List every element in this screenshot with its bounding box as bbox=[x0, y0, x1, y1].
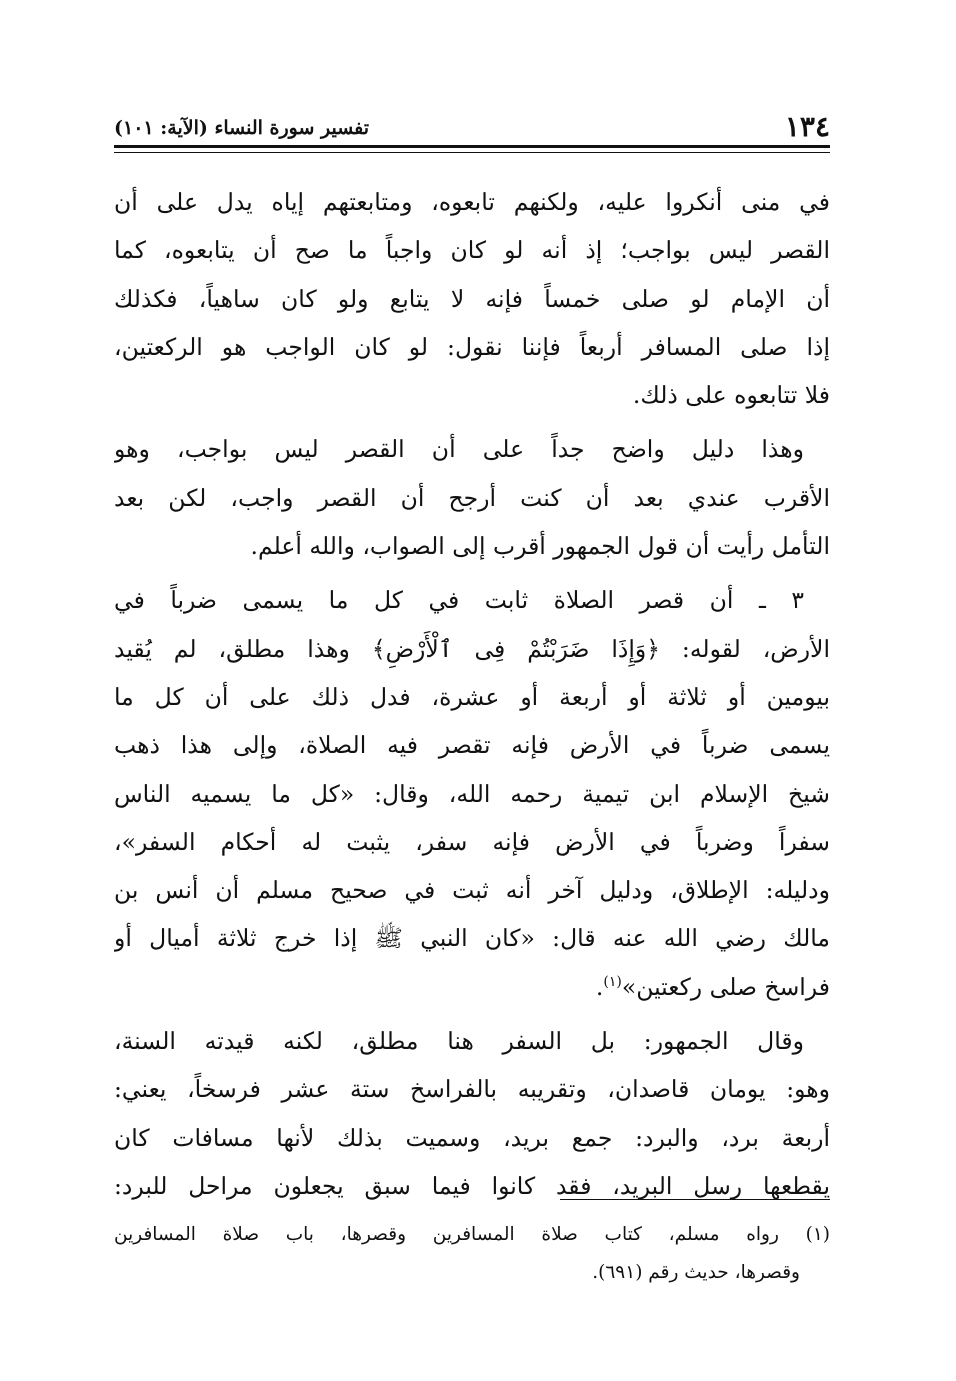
text-line: القصر ليس بواجب؛ إذ أنه لو كان واجباً ما صح أن يتابعوه، كما bbox=[114, 236, 830, 265]
text-line-with-quran bbox=[114, 625, 830, 673]
text-segment: وهذا مطلق، لم يُقيد bbox=[114, 634, 372, 663]
body-text bbox=[114, 178, 830, 1216]
text-line: في منى أنكروا عليه، ولكنهم تابعوه، ومتابعتهم إياه يدل على أن bbox=[114, 188, 830, 216]
footnote-line: وقصرها، حديث رقم (٦٩١). bbox=[592, 1262, 800, 1283]
header-rule-thin bbox=[114, 152, 830, 153]
running-title: تفسير سورة النساء (الآية: ١٠١) bbox=[114, 117, 370, 139]
text-line: ٣ ـ أن قصر الصلاة ثابت في كل ما يسمى ضرباً في bbox=[114, 586, 805, 615]
text-line: مالك رضي الله عنه قال: «كان النبي ﷺ إذا خرج ثلاثة أميال أو bbox=[114, 924, 830, 953]
text-line: فلا تتابعوه على ذلك. bbox=[632, 381, 830, 410]
text-segment: فراسخ صلى ركعتين» bbox=[621, 972, 830, 1001]
text-line: وقال الجمهور: بل السفر هنا مطلق، لكنه قيدته السنة، bbox=[114, 1027, 804, 1056]
text-line bbox=[114, 963, 830, 1011]
page-header bbox=[114, 112, 830, 142]
footnote-separator bbox=[560, 1199, 830, 1200]
paragraph-4 bbox=[114, 1017, 830, 1210]
text-line: بيومين أو ثلاثة أو أربعة أو عشرة، فدل ذلك على أن كل ما bbox=[114, 682, 830, 711]
text-line: وهذا دليل واضح جداً على أن القصر ليس بواجب، وهو bbox=[114, 435, 804, 464]
header-rule-thick bbox=[114, 145, 830, 148]
text-line: التأمل رأيت أن قول الجمهور أقرب إلى الصواب، والله أعلم. bbox=[250, 532, 830, 561]
footnotes bbox=[114, 1216, 830, 1292]
paragraph-3 bbox=[114, 576, 830, 1011]
text-line: وهو: يومان قاصدان، وتقريبه بالفراسخ ستة عشر فرسخاً، يعني: bbox=[114, 1075, 830, 1104]
quran-verse: ﴿وَإِذَا ضَرَبْتُمْ فِى ٱلْأَرْضِ﴾ bbox=[371, 634, 660, 663]
text-segment: الأرض، لقوله: bbox=[659, 634, 830, 663]
text-line: إذا صلى المسافر أربعاً فإننا نقول: لو كان الواجب هو الركعتين، bbox=[114, 332, 830, 361]
paragraph-2 bbox=[114, 425, 830, 570]
paragraph-1 bbox=[114, 178, 830, 419]
text-line: يسمى ضرباً في الأرض فإنه تقصر فيه الصلاة، وإلى هذا ذهب bbox=[114, 731, 830, 760]
text-line: يقطعها رسل البريد، فقد كانوا فيما سبق يجعلون مراحل للبرد: bbox=[114, 1171, 830, 1200]
footnote-reference[interactable]: (١) bbox=[603, 973, 622, 990]
page-number: ١٣٤ bbox=[784, 110, 830, 143]
text-line: أربعة برد، والبرد: جمع بريد، وسميت بذلك لأنها مسافات كان bbox=[114, 1123, 830, 1152]
text-line: سفراً وضرباً في الأرض فإنه سفر، يثبت له أحكام السفر»، bbox=[114, 827, 830, 856]
text-line: أن الإمام لو صلى خمساً فإنه لا يتابع ولو كان ساهياً، فكذلك bbox=[114, 284, 830, 313]
text-segment: . bbox=[595, 972, 604, 1001]
footnote-line: (١) رواه مسلم، كتاب صلاة المسافرين وقصرها، باب صلاة المسافرين bbox=[114, 1224, 830, 1245]
text-line: الأقرب عندي بعد أن كنت أرجح أن القصر واجب، لكن بعد bbox=[114, 483, 830, 512]
text-line: شيخ الإسلام ابن تيمية رحمه الله، وقال: «كل ما يسميه الناس bbox=[114, 779, 830, 808]
text-line: ودليله: الإطلاق، ودليل آخر أنه ثبت في صحيح مسلم أن أنس بن bbox=[114, 876, 830, 905]
